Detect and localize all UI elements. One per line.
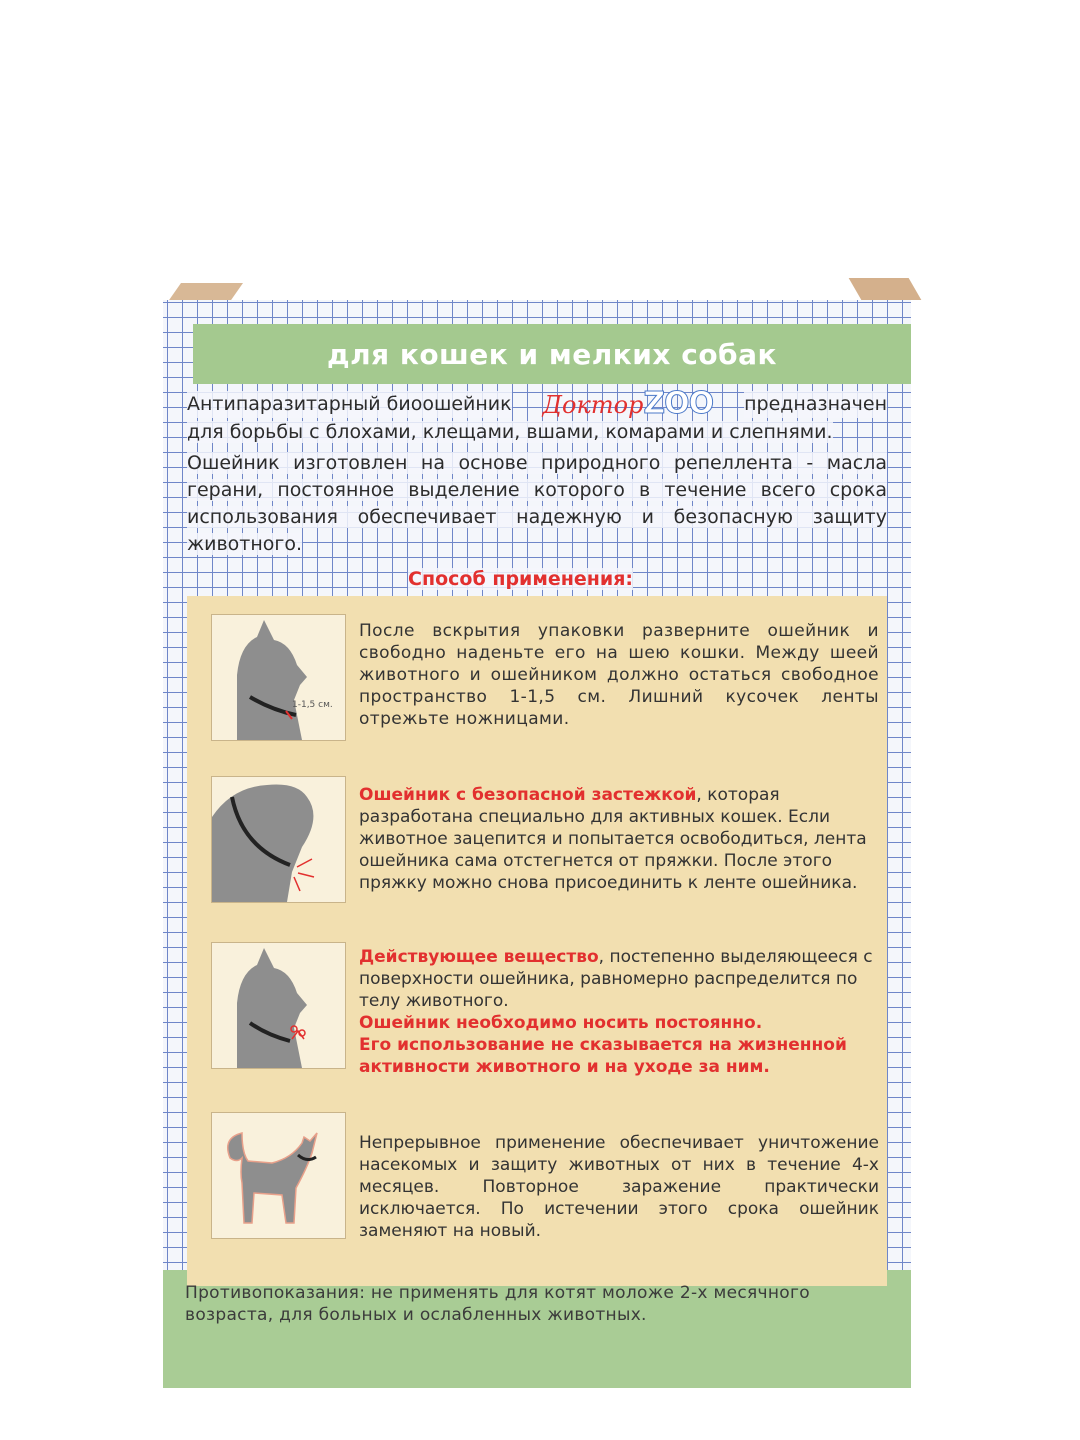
instructions-panel <box>187 596 887 1286</box>
step-1-text: После вскрытия упаковки разверните ошейник и свободно наденьте его на шею кошки. Между шеей животного и ошейником должно остаться свободное пространство 1-1,5 см. Лишний кусочек ленты отрежьте ножницами. <box>359 621 879 729</box>
cat-collar-buckle-illustration <box>211 776 346 903</box>
banner-title: для кошек и мелких собак <box>193 324 911 384</box>
cat-scissors-illustration <box>211 942 346 1069</box>
cat-full-body-illustration <box>211 1112 346 1239</box>
step-4-text: Непрерывное применение обеспечивает уничтожение насекомых и защиту животных от них в течение 4-х месяцев. Повторное заражение практически исключается. По истечении этого срока ошейник заменяют на новый. <box>359 1133 879 1241</box>
step-3-text: Действующее вещество, постепенно выделяющееся с поверхности ошейника, равномерно распределится по телу животного. Ошейник необходимо носить постоянно. Его использование не сказывается на жизненной активности животного и на уходе за ним. <box>359 947 873 1077</box>
intro-paragraph: Ошейник изготовлен на основе природного репеллента - масла герани, постоянное выделение которого в течение всего срока использования обеспечивает надежную и безопасную защиту животного. <box>187 452 887 555</box>
step-2-text: Ошейник с безопасной застежкой, которая разработана специально для активных кошек. Если животное зацепится и попытается освободиться, лента ошейника сама отстегнется от пряжки. После этого пряжку можно снова присоединить к ленте ошейника. <box>359 785 867 893</box>
product-box <box>163 300 911 1388</box>
doctorzoo-logo: ДокторZOO <box>542 386 714 421</box>
intro-text <box>187 386 887 558</box>
intro-lead: Антипаразитарный биоошейник <box>187 391 512 418</box>
box-flap-right <box>849 278 922 300</box>
cat-head-collar-illustration <box>211 614 346 741</box>
step-3-note: Его использование не сказывается на жизненной активности животного и на уходе за ним. <box>359 1035 847 1077</box>
step-3-warning: Ошейник необходимо носить постоянно. <box>359 1013 763 1033</box>
intro-lead-tail: предназначен <box>744 391 887 418</box>
contraindications-text: Противопоказания: не применять для котят моложе 2-х месячного возраста, для больных и ослабленных животных. <box>185 1283 810 1325</box>
svg-text:1-1,5 см.: 1-1,5 см. <box>292 700 333 710</box>
method-title: Способ применения: <box>408 568 634 590</box>
intro-line2: для борьбы с блохами, клещами, вшами, комарами и слепнями. <box>187 421 833 443</box>
